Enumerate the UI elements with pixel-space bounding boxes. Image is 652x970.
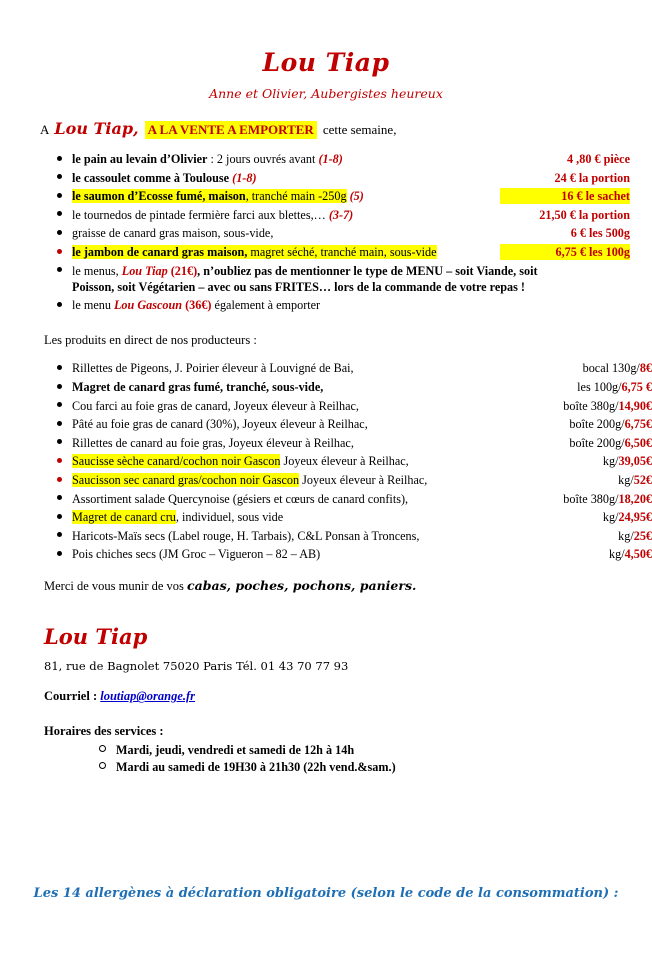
menu-brand: Lou Tiap (121, 263, 168, 278)
item-description: Rillettes de Pigeons, J. Poirier éleveur à Louvigné de Bai, (72, 361, 354, 376)
item-description (72, 151, 500, 167)
item-price: 4 ,80 € pièce (567, 152, 630, 166)
item-price: boîte 380g/18,20€ (563, 491, 652, 506)
bullet-marker (0, 379, 72, 395)
page-title: Lou Tiap (262, 48, 390, 77)
item-detail: magret séché, tranché main, sous-vide (247, 244, 437, 259)
list-item (0, 472, 652, 488)
item-description (72, 170, 500, 186)
footer-email-line (44, 689, 652, 704)
item-price: boîte 200g/6,50€ (569, 435, 652, 450)
list-item (0, 435, 652, 451)
item-description: Rillettes de canard au foie gras, Joyeux éleveur à Reilhac, (72, 435, 354, 450)
producers-note: Les produits en direct de nos producteurs : (44, 333, 257, 348)
item-description (72, 207, 500, 223)
list-item (44, 760, 652, 775)
sale-banner: A LA VENTE A EMPORTER (145, 121, 317, 139)
list-item (0, 170, 652, 186)
list-item (0, 416, 652, 432)
merci-text: Merci de vous munir de vos (44, 579, 188, 594)
footer-block (44, 624, 652, 775)
menu2-brand: Lou Gascoun (113, 298, 183, 313)
item-name: le cassoulet comme à Toulouse (72, 170, 230, 185)
bullet-marker (0, 546, 72, 562)
bullet-marker (0, 188, 72, 204)
item-name: le saumon d’Ecosse fumé, maison (72, 189, 246, 204)
item-price: bocal 130g/8€ (582, 361, 652, 376)
list-item (0, 244, 652, 260)
email-label: Courriel : (44, 689, 98, 704)
item-price: les 100g/6,75 € (577, 379, 652, 394)
item-price: boîte 380g/14,90€ (563, 398, 652, 413)
item-price: 16 € le sachet (500, 188, 630, 204)
item-description: Haricots-Maïs secs (Label rouge, H. Tarbais), C&L Ponsan à Troncens, (72, 528, 420, 543)
menu-text: , n’oubliez pas de mentionner le type de MENU – soit Viande, soit Poisson, soit Végétarien – avec ou sans FRITES… lors de la commande de votre repas ! (72, 263, 538, 294)
item-price: kg/24,95€ (602, 510, 652, 525)
item-ref: (1-8) (318, 152, 343, 166)
bullet-marker (0, 528, 72, 544)
item-name: Saucisson sec canard gras/cochon noir Gascon (72, 472, 300, 487)
weekly-offer-list (0, 151, 652, 313)
list-item (0, 491, 652, 507)
item-price: kg/4,50€ (609, 547, 652, 562)
list-item (0, 188, 652, 204)
bullet-marker (0, 491, 72, 507)
menu2-prefix: le menu (72, 298, 111, 313)
list-item (44, 743, 652, 758)
list-item (0, 398, 652, 414)
item-name: Saucisse sèche canard/cochon noir Gascon (72, 454, 281, 469)
item-description (72, 225, 500, 241)
email-link[interactable]: loutiap@orange.fr (100, 689, 196, 704)
producers-list (0, 360, 652, 562)
item-price: 21,50 € la portion (539, 207, 630, 222)
menu2-price: (36€) (185, 298, 212, 313)
item-detail: Joyeux éleveur à Reilhac, (299, 472, 428, 487)
item-description: Pois chiches secs (JM Groc – Vigueron – 82 – AB) (72, 547, 321, 562)
bullet-marker (0, 453, 72, 469)
bullet-marker (0, 170, 72, 186)
footer-address: 81, rue de Bagnolet 75020 Paris Tél. 01 43 70 77 93 (44, 659, 349, 674)
bullet-marker (0, 472, 72, 488)
item-price: 24 € la portion (554, 170, 630, 185)
item-price: kg/39,05€ (602, 454, 652, 469)
menu-prefix: le menus, (72, 263, 119, 278)
bullet-marker (0, 416, 72, 432)
item-ref: (3-7) (328, 207, 354, 222)
item-description: Magret de canard gras fumé, tranché, sous-vide, (72, 379, 324, 394)
bullet-marker (0, 509, 72, 525)
item-price: kg/25€ (618, 528, 652, 543)
list-item (0, 207, 652, 223)
menu-description (72, 263, 580, 295)
bullet-marker (0, 263, 72, 279)
list-item (0, 453, 652, 469)
footer-brand: Lou Tiap (44, 624, 148, 650)
menu2-description (72, 297, 500, 313)
bullet-marker (0, 360, 72, 376)
item-name: Magret de canard cru (72, 510, 176, 525)
list-item (0, 379, 652, 395)
item-detail: , individuel, sous vide (175, 510, 284, 525)
hours-text: Mardi, jeudi, vendredi et samedi de 12h à 14h (116, 743, 355, 758)
bullet-marker (0, 151, 72, 167)
item-detail: , tranché main -250g (245, 189, 347, 204)
bullet-marker (44, 760, 116, 775)
item-price: 6 € les 500g (570, 226, 630, 241)
page-subtitle: Anne et Olivier, Aubergistes heureux (209, 86, 443, 101)
hours-list (44, 743, 652, 775)
intro-brand: Lou Tiap, (54, 119, 139, 138)
item-name: le pain au levain d’Olivier (72, 152, 208, 166)
list-item-menu2 (0, 297, 652, 313)
list-item-menu (0, 263, 652, 295)
item-description (72, 188, 500, 204)
bullet-marker (0, 297, 72, 313)
item-detail: le tournedos de pintade fermière farci aux blettes,… (72, 207, 326, 222)
item-description: Pâté au foie gras de canard (30%), Joyeux éleveur à Reilhac, (72, 417, 368, 432)
menu-price: (21€) (170, 263, 198, 278)
list-item (0, 546, 652, 562)
bullet-marker (0, 398, 72, 414)
item-description: Assortiment salade Quercynoise (gésiers et cœurs de canard confits), (72, 491, 409, 506)
item-detail: Joyeux éleveur à Reilhac, (280, 454, 409, 469)
item-detail: : 2 jours ouvrés avant (207, 152, 316, 166)
intro-suffix: cette semaine, (322, 122, 397, 137)
item-description (72, 509, 512, 525)
item-price: boîte 200g/6,75€ (569, 417, 652, 432)
list-item (0, 360, 652, 376)
item-price: kg/52€ (618, 472, 652, 487)
document-page (0, 48, 652, 970)
item-ref: (5) (349, 189, 364, 204)
bullet-marker (0, 225, 72, 241)
hours-title: Horaires des services : (44, 724, 164, 739)
bullet-marker (0, 207, 72, 223)
merci-emphasis: cabas, poches, pochons, paniers. (187, 578, 417, 594)
bullet-marker (0, 244, 72, 260)
bullet-marker (44, 743, 116, 758)
allergenes-notice: Les 14 allergènes à déclaration obligatoire (selon le code de la consommation) : (33, 886, 619, 901)
hours-text: Mardi au samedi de 19H30 à 21h30 (22h vend.&sam.) (116, 760, 396, 775)
item-price: 6,75 € les 100g (500, 244, 630, 260)
bullet-marker (0, 435, 72, 451)
item-detail: graisse de canard gras maison, sous-vide, (72, 226, 274, 241)
list-item (0, 151, 652, 167)
list-item (0, 509, 652, 525)
intro-prefix: A (40, 122, 50, 137)
intro-line (40, 119, 652, 139)
item-description (72, 244, 500, 260)
item-name: le jambon de canard gras maison, (72, 244, 248, 259)
item-description (72, 453, 512, 469)
item-description: Cou farci au foie gras de canard, Joyeux éleveur à Reilhac, (72, 398, 359, 413)
list-item (0, 528, 652, 544)
item-description (72, 472, 512, 488)
menu2-text: également à emporter (214, 298, 321, 313)
list-item (0, 225, 652, 241)
merci-line (44, 578, 652, 594)
item-ref: (1-8) (232, 170, 257, 185)
